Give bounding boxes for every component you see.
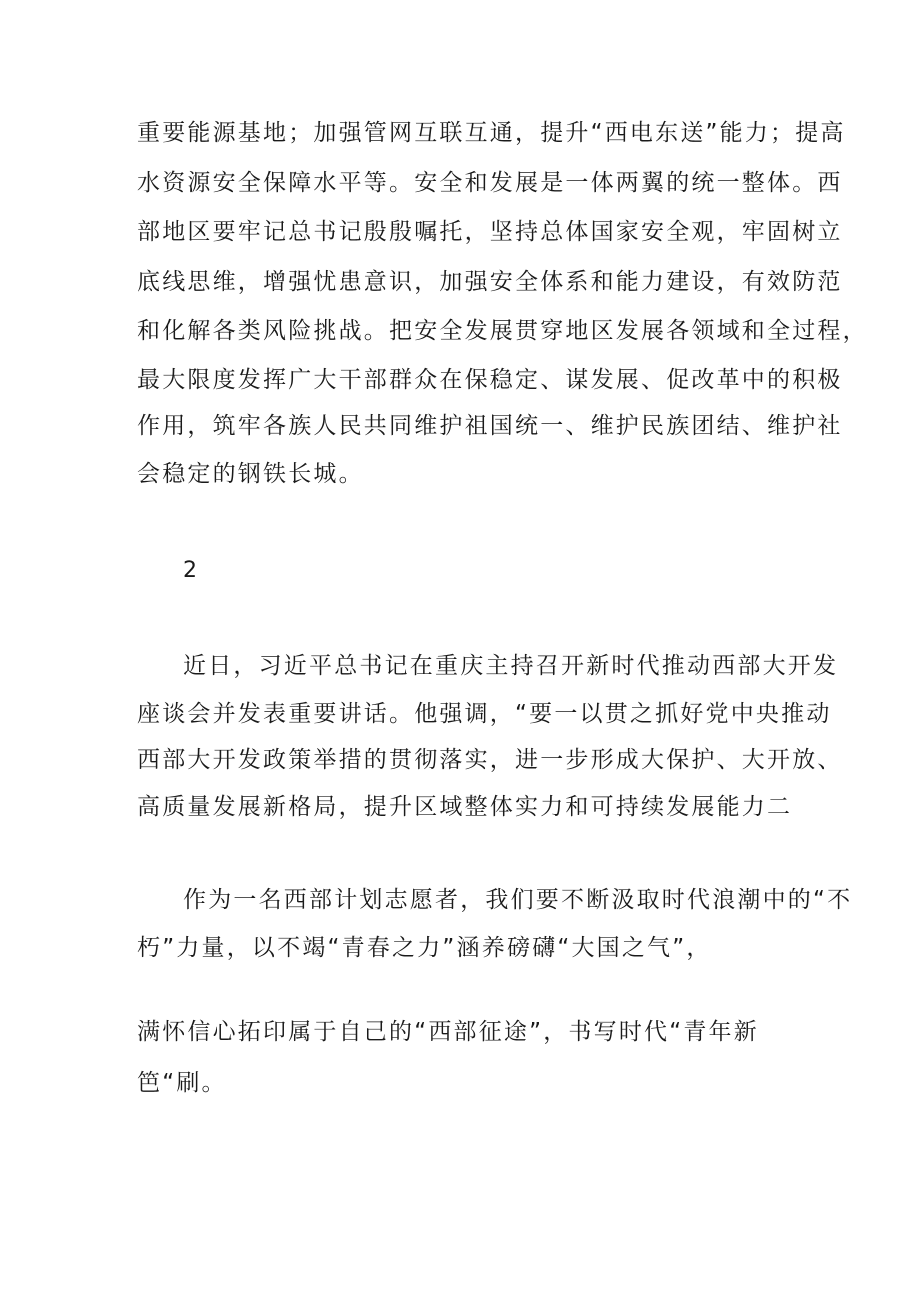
text-line: 西部大开发政策举措的贯彻落实，进一步形成大保护、大开放、: [137, 747, 843, 773]
text-line: 高质量发展新格局，提升区域整体实力和可持续发展能力二: [137, 794, 793, 820]
text-line: 部地区要牢记总书记殷殷嘱托，坚持总体国家安全观，牢固树立: [137, 219, 843, 245]
text-line: 和化解各类风险挑战。把安全发展贯穿地区发展各领域和全过程，: [137, 318, 868, 344]
text-line: 作用，筑牢各族人民共同维护祖国统一、维护民族团结、维护社: [137, 413, 843, 439]
text-line: 底线思维，增强忧患意识，加强安全体系和能力建设，有效防范: [137, 269, 843, 295]
text-line: 重要能源基地；加强管网互联互通，提升“西电东送”能力；提高: [137, 120, 846, 146]
text-line: 近日，习近平总书记在重庆主持召开新时代推动西部大开发: [183, 653, 839, 679]
text-line: 作为一名西部计划志愿者，我们要不断汲取时代浪潮中的“不: [183, 887, 853, 913]
text-line: 会稳定的钢铁长城。: [137, 461, 364, 487]
text-line: 笆“刷。: [137, 1070, 227, 1096]
text-line: 满怀信心拓印属于自己的“西部征途”，书写时代“青年新: [137, 1019, 759, 1045]
text-line: 水资源安全保障水平等。安全和发展是一体两翼的统一整体。西: [137, 170, 843, 196]
text-line: 座谈会并发表重要讲话。他强调，“要一以贯之抓好党中央推动: [137, 701, 832, 727]
text-line: 朽”力量，以不竭“青春之力”涵养磅礴“大国之气”，: [137, 935, 712, 961]
text-line: 最大限度发挥广大干部群众在保稳定、谋发展、促改革中的积极: [137, 367, 843, 393]
section-number: 2: [183, 558, 197, 583]
